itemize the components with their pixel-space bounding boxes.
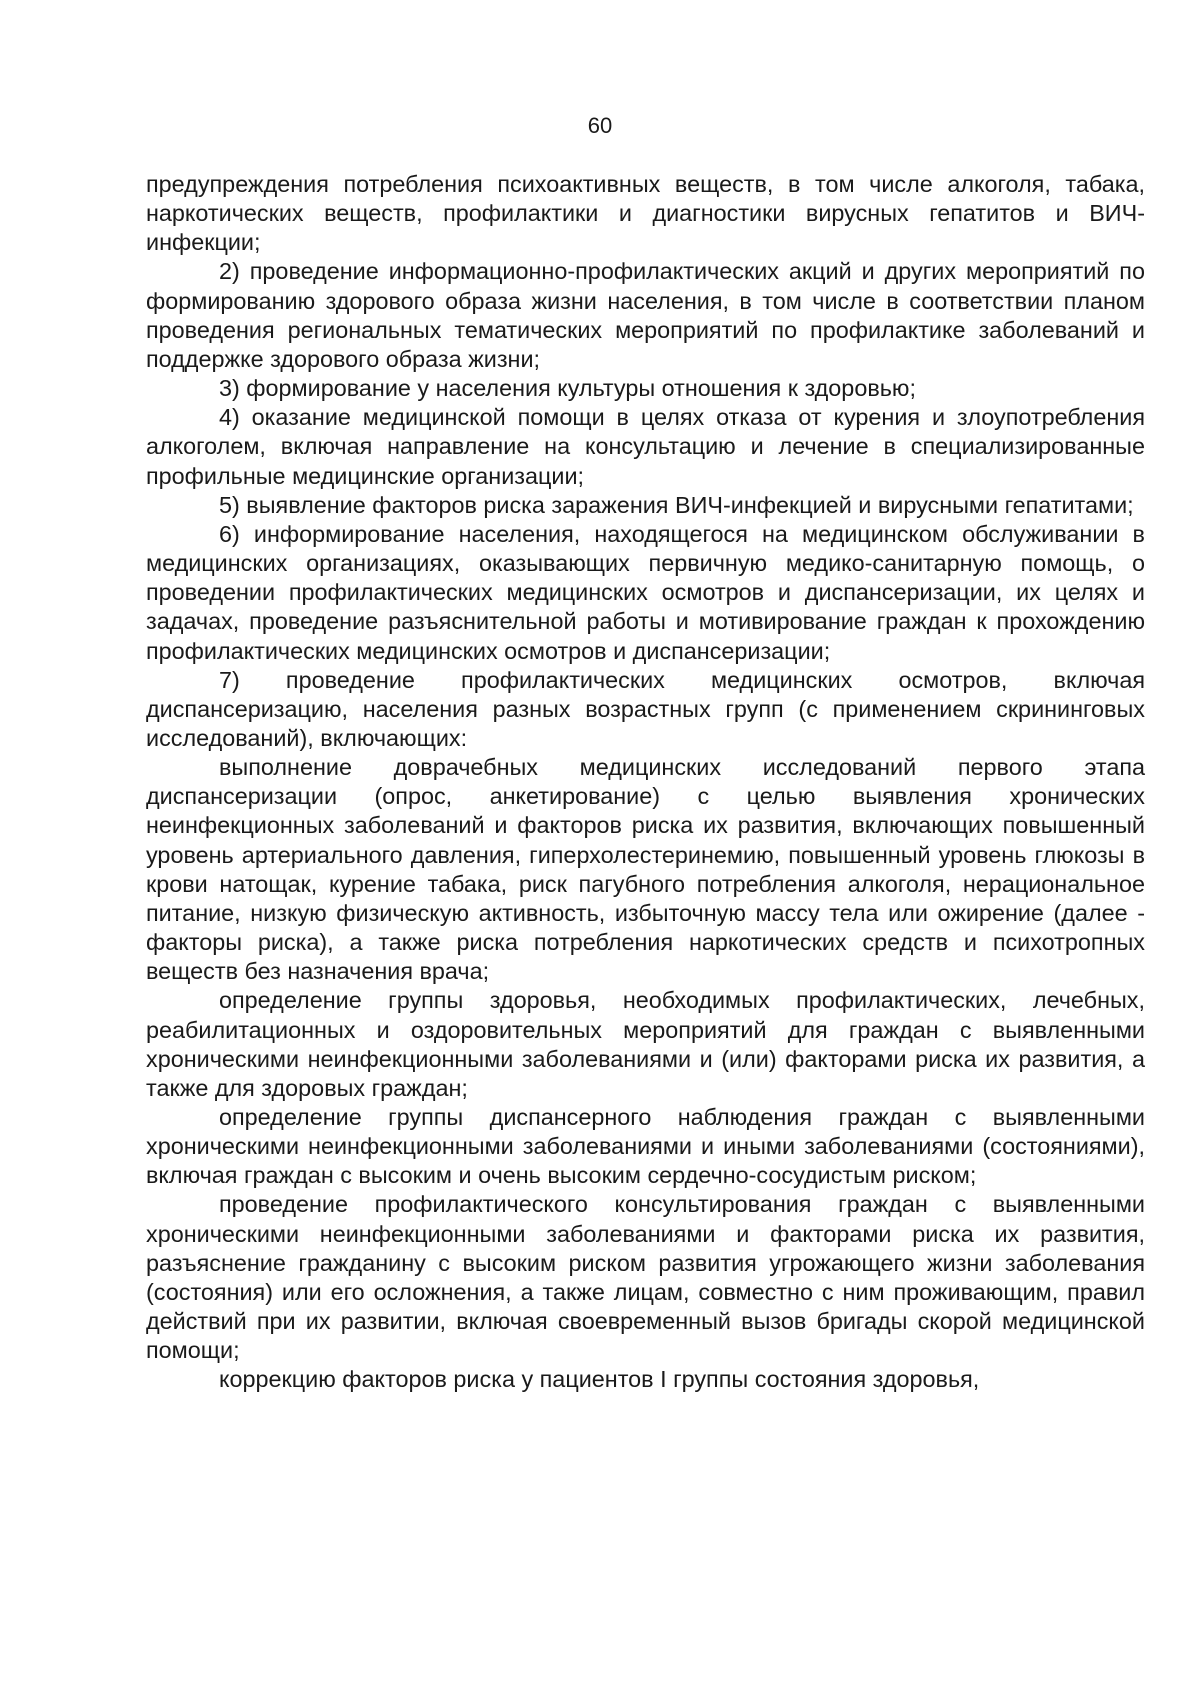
paragraph-subitem-prescreening: выполнение доврачебных медицинских исследований первого этапа диспансеризации (опрос, анкетирование) с целью выявления хронических неинфекционных заболеваний и факторов риска их развития, включающих повышенный уровень артериального давления, гиперхолестеринемию, повышенный уровень глюкозы в крови натощак, курение табака, риск пагубного потребления алкоголя, нерациональное питание, низкую физическую активность, избыточную массу тела или ожирение (далее - факторы риска), а также риска потребления наркотических средств и психотропных веществ без назначения врача; (146, 754, 1145, 985)
paragraph-item-6: 6) информирование населения, находящегося на медицинском обслуживании в медицинских организациях, оказывающих первичную медико-санитарную помощь, о проведении профилактических медицинских осмотров и диспансеризации, их целях и задачах, проведение разъяснительной работы и мотивирование граждан к прохождению профилактических медицинских осмотров и диспансеризации; (146, 520, 1145, 664)
paragraph-subitem-consulting: проведение профилактического консультирования граждан с выявленными хроническими неинфекционными заболеваниями и факторами риска их развития, разъяснение гражданину с высоким риском развития угрожающего жизни заболевания (состояния) или его осложнения, а также лицам, совместно с ним проживающим, правил действий при их развитии, включая своевременный вызов бригады скорой медицинской помощи; (146, 1191, 1145, 1364)
paragraph-continuation: предупреждения потребления психоактивных веществ, в том числе алкоголя, табака, наркотических веществ, профилактики и диагностики вирусных гепатитов и ВИЧ-инфекции; (146, 171, 1145, 256)
document-body (146, 170, 1145, 1395)
paragraph-item-2: 2) проведение информационно-профилактических акций и других мероприятий по формированию здорового образа жизни населения, в том числе в соответствии планом проведения региональных тематических мероприятий по профилактике заболеваний и поддержке здорового образа жизни; (146, 258, 1145, 372)
paragraph-item-5: 5) выявление факторов риска заражения ВИЧ-инфекцией и вирусными гепатитами; (219, 491, 1134, 518)
paragraph-subitem-health-group: определение группы здоровья, необходимых профилактических, лечебных, реабилитационных и оздоровительных мероприятий для граждан с выявленными хроническими неинфекционными заболеваниями и (или) факторами риска их развития, а также для здоровых граждан; (146, 987, 1145, 1101)
paragraph-subitem-dispensary-group: определение группы диспансерного наблюдения граждан с выявленными хроническими неинфекционными заболеваниями и иными заболеваниями (состояниями), включая граждан с высоким и очень высоким сердечно-сосудистым риском; (146, 1104, 1145, 1189)
paragraph-subitem-risk-correction: коррекцию факторов риска у пациентов I группы состояния здоровья, (219, 1366, 980, 1393)
paragraph-item-4: 4) оказание медицинской помощи в целях отказа от курения и злоупотребления алкоголем, включая направление на консультацию и лечение в специализированные профильные медицинские организации; (146, 404, 1145, 489)
page-number: 60 (587, 113, 613, 138)
paragraph-item-7: 7) проведение профилактических медицинских осмотров, включая диспансеризацию, населения разных возрастных групп (с применением скрининговых исследований), включающих: (146, 666, 1145, 751)
paragraph-item-3: 3) формирование у населения культуры отношения к здоровью; (219, 375, 916, 402)
